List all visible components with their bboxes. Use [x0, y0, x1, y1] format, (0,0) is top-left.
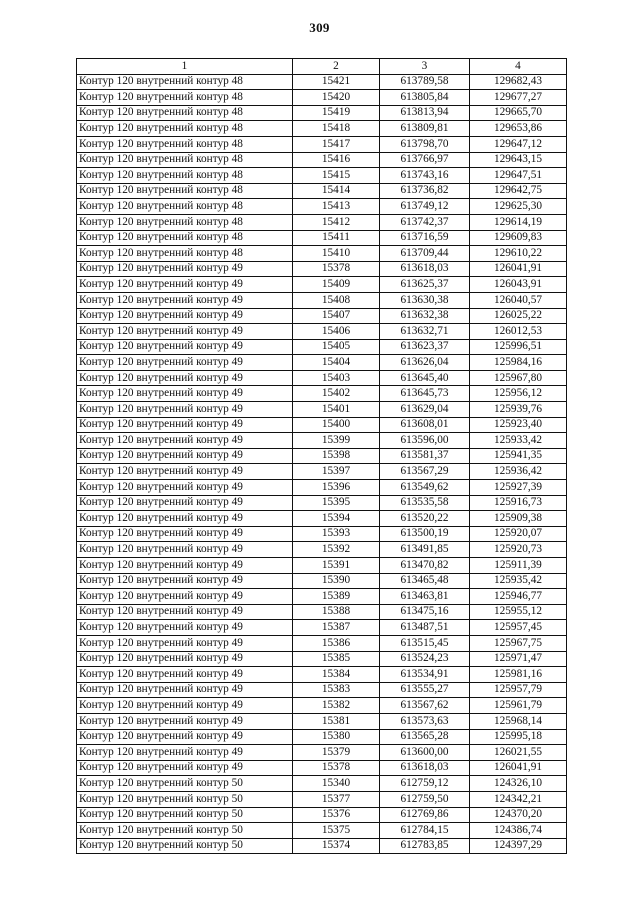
x-coordinate-cell: 613581,37	[380, 448, 470, 464]
contour-name-cell: Контур 120 внутренний контур 49	[77, 745, 293, 761]
table-row	[77, 464, 567, 480]
y-coordinate-cell: 129610,22	[470, 246, 567, 262]
point-number-cell: 15402	[293, 386, 380, 402]
point-number-cell: 15403	[293, 370, 380, 386]
y-coordinate-cell: 125961,79	[470, 698, 567, 714]
y-coordinate-cell: 125920,07	[470, 526, 567, 542]
contour-name-cell: Контур 120 внутренний контур 48	[77, 183, 293, 199]
point-number-cell: 15389	[293, 589, 380, 605]
contour-name-cell: Контур 120 внутренний контур 48	[77, 152, 293, 168]
x-coordinate-cell: 613573,63	[380, 713, 470, 729]
point-number-cell: 15390	[293, 573, 380, 589]
point-number-cell: 15374	[293, 838, 380, 854]
contour-name-cell: Контур 120 внутренний контур 49	[77, 511, 293, 527]
y-coordinate-cell: 126021,55	[470, 745, 567, 761]
contour-name-cell: Контур 120 внутренний контур 48	[77, 230, 293, 246]
point-number-cell: 15380	[293, 729, 380, 745]
point-number-cell: 15398	[293, 448, 380, 464]
x-coordinate-cell: 613500,19	[380, 526, 470, 542]
x-coordinate-cell: 613524,23	[380, 651, 470, 667]
y-coordinate-cell: 124326,10	[470, 776, 567, 792]
point-number-cell: 15394	[293, 511, 380, 527]
contour-name-cell: Контур 120 внутренний контур 49	[77, 682, 293, 698]
x-coordinate-cell: 613632,38	[380, 308, 470, 324]
point-number-cell: 15384	[293, 667, 380, 683]
table-row	[77, 651, 567, 667]
x-coordinate-cell: 613618,03	[380, 760, 470, 776]
contour-name-cell: Контур 120 внутренний контур 49	[77, 620, 293, 636]
point-number-cell: 15419	[293, 105, 380, 121]
table-row	[77, 838, 567, 854]
y-coordinate-cell: 124397,29	[470, 838, 567, 854]
contour-name-cell: Контур 120 внутренний контур 49	[77, 339, 293, 355]
point-number-cell: 15379	[293, 745, 380, 761]
table-row	[77, 261, 567, 277]
table-row	[77, 121, 567, 137]
point-number-cell: 15418	[293, 121, 380, 137]
contour-name-cell: Контур 120 внутренний контур 49	[77, 433, 293, 449]
contour-name-cell: Контур 120 внутренний контур 49	[77, 542, 293, 558]
x-coordinate-cell: 613743,16	[380, 168, 470, 184]
column-header-2: 2	[293, 59, 380, 75]
table-row	[77, 776, 567, 792]
x-coordinate-cell: 613600,00	[380, 745, 470, 761]
x-coordinate-cell: 612769,86	[380, 807, 470, 823]
y-coordinate-cell: 125955,12	[470, 604, 567, 620]
x-coordinate-cell: 612759,12	[380, 776, 470, 792]
y-coordinate-cell: 125981,16	[470, 667, 567, 683]
x-coordinate-cell: 613645,40	[380, 370, 470, 386]
point-number-cell: 15392	[293, 542, 380, 558]
x-coordinate-cell: 613809,81	[380, 121, 470, 137]
x-coordinate-cell: 613736,82	[380, 183, 470, 199]
table-row	[77, 214, 567, 230]
y-coordinate-cell: 125957,45	[470, 620, 567, 636]
x-coordinate-cell: 613555,27	[380, 682, 470, 698]
point-number-cell: 15406	[293, 324, 380, 340]
y-coordinate-cell: 129665,70	[470, 105, 567, 121]
y-coordinate-cell: 125971,47	[470, 651, 567, 667]
x-coordinate-cell: 613716,59	[380, 230, 470, 246]
table-row	[77, 433, 567, 449]
point-number-cell: 15396	[293, 480, 380, 496]
point-number-cell: 15381	[293, 713, 380, 729]
x-coordinate-cell: 613567,62	[380, 698, 470, 714]
point-number-cell: 15340	[293, 776, 380, 792]
point-number-cell: 15421	[293, 74, 380, 90]
y-coordinate-cell: 129625,30	[470, 199, 567, 215]
y-coordinate-cell: 125967,75	[470, 635, 567, 651]
contour-name-cell: Контур 120 внутренний контур 49	[77, 651, 293, 667]
table-row	[77, 199, 567, 215]
x-coordinate-cell: 613709,44	[380, 246, 470, 262]
table-row	[77, 339, 567, 355]
table-row	[77, 698, 567, 714]
y-coordinate-cell: 126012,53	[470, 324, 567, 340]
table-row	[77, 682, 567, 698]
x-coordinate-cell: 613632,71	[380, 324, 470, 340]
x-coordinate-cell: 613515,45	[380, 635, 470, 651]
y-coordinate-cell: 129642,75	[470, 183, 567, 199]
table-row	[77, 713, 567, 729]
contour-name-cell: Контур 120 внутренний контур 48	[77, 168, 293, 184]
table-row	[77, 604, 567, 620]
y-coordinate-cell: 125927,39	[470, 480, 567, 496]
y-coordinate-cell: 126043,91	[470, 277, 567, 293]
y-coordinate-cell: 126025,22	[470, 308, 567, 324]
y-coordinate-cell: 129643,15	[470, 152, 567, 168]
table-row	[77, 402, 567, 418]
x-coordinate-cell: 613465,48	[380, 573, 470, 589]
table-row	[77, 90, 567, 106]
x-coordinate-cell: 613749,12	[380, 199, 470, 215]
y-coordinate-cell: 125923,40	[470, 417, 567, 433]
x-coordinate-cell: 613766,97	[380, 152, 470, 168]
y-coordinate-cell: 125995,18	[470, 729, 567, 745]
contour-name-cell: Контур 120 внутренний контур 49	[77, 464, 293, 480]
x-coordinate-cell: 613475,16	[380, 604, 470, 620]
x-coordinate-cell: 613625,37	[380, 277, 470, 293]
point-number-cell: 15411	[293, 230, 380, 246]
point-number-cell: 15378	[293, 261, 380, 277]
table-row	[77, 105, 567, 121]
point-number-cell: 15399	[293, 433, 380, 449]
table-row	[77, 183, 567, 199]
contour-name-cell: Контур 120 внутренний контур 48	[77, 246, 293, 262]
point-number-cell: 15405	[293, 339, 380, 355]
table-row	[77, 542, 567, 558]
contour-name-cell: Контур 120 внутренний контур 49	[77, 729, 293, 745]
y-coordinate-cell: 124370,20	[470, 807, 567, 823]
point-number-cell: 15409	[293, 277, 380, 293]
contour-name-cell: Контур 120 внутренний контур 49	[77, 713, 293, 729]
point-number-cell: 15376	[293, 807, 380, 823]
table-row	[77, 136, 567, 152]
y-coordinate-cell: 125936,42	[470, 464, 567, 480]
table-row	[77, 246, 567, 262]
contour-name-cell: Контур 120 внутренний контур 48	[77, 90, 293, 106]
x-coordinate-cell: 613463,81	[380, 589, 470, 605]
column-header-3: 3	[380, 59, 470, 75]
contour-name-cell: Контур 120 внутренний контур 50	[77, 791, 293, 807]
y-coordinate-cell: 129609,83	[470, 230, 567, 246]
x-coordinate-cell: 613534,91	[380, 667, 470, 683]
point-number-cell: 15385	[293, 651, 380, 667]
y-coordinate-cell: 125956,12	[470, 386, 567, 402]
y-coordinate-cell: 125920,73	[470, 542, 567, 558]
table-row	[77, 558, 567, 574]
x-coordinate-cell: 613629,04	[380, 402, 470, 418]
y-coordinate-cell: 125935,42	[470, 573, 567, 589]
contour-name-cell: Контур 120 внутренний контур 49	[77, 604, 293, 620]
y-coordinate-cell: 125996,51	[470, 339, 567, 355]
table-row	[77, 791, 567, 807]
table-row	[77, 823, 567, 839]
table-row	[77, 511, 567, 527]
x-coordinate-cell: 613567,29	[380, 464, 470, 480]
y-coordinate-cell: 125916,73	[470, 495, 567, 511]
y-coordinate-cell: 125941,35	[470, 448, 567, 464]
table-row	[77, 324, 567, 340]
x-coordinate-cell: 613520,22	[380, 511, 470, 527]
table-row	[77, 308, 567, 324]
contour-name-cell: Контур 120 внутренний контур 48	[77, 74, 293, 90]
y-coordinate-cell: 125968,14	[470, 713, 567, 729]
page-number: 309	[309, 20, 330, 35]
x-coordinate-cell: 613596,00	[380, 433, 470, 449]
contour-name-cell: Контур 120 внутренний контур 49	[77, 698, 293, 714]
table-row	[77, 417, 567, 433]
contour-name-cell: Контур 120 внутренний контур 50	[77, 823, 293, 839]
table-body	[77, 74, 567, 854]
contour-name-cell: Контур 120 внутренний контур 49	[77, 402, 293, 418]
x-coordinate-cell: 613565,28	[380, 729, 470, 745]
contour-name-cell: Контур 120 внутренний контур 49	[77, 573, 293, 589]
y-coordinate-cell: 126041,91	[470, 261, 567, 277]
contour-name-cell: Контур 120 внутренний контур 50	[77, 807, 293, 823]
point-number-cell: 15401	[293, 402, 380, 418]
x-coordinate-cell: 613618,03	[380, 261, 470, 277]
point-number-cell: 15393	[293, 526, 380, 542]
x-coordinate-cell: 613608,01	[380, 417, 470, 433]
point-number-cell: 15407	[293, 308, 380, 324]
point-number-cell: 15415	[293, 168, 380, 184]
point-number-cell: 15420	[293, 90, 380, 106]
contour-name-cell: Контур 120 внутренний контур 49	[77, 589, 293, 605]
point-number-cell: 15413	[293, 199, 380, 215]
contour-name-cell: Контур 120 внутренний контур 49	[77, 386, 293, 402]
point-number-cell: 15408	[293, 292, 380, 308]
x-coordinate-cell: 613491,85	[380, 542, 470, 558]
x-coordinate-cell: 613805,84	[380, 90, 470, 106]
y-coordinate-cell: 125933,42	[470, 433, 567, 449]
table-row	[77, 480, 567, 496]
y-coordinate-cell: 126041,91	[470, 760, 567, 776]
point-number-cell: 15395	[293, 495, 380, 511]
table-row	[77, 370, 567, 386]
x-coordinate-cell: 613630,38	[380, 292, 470, 308]
y-coordinate-cell: 125911,39	[470, 558, 567, 574]
table-row	[77, 589, 567, 605]
contour-name-cell: Контур 120 внутренний контур 49	[77, 308, 293, 324]
contour-name-cell: Контур 120 внутренний контур 49	[77, 261, 293, 277]
table-row	[77, 745, 567, 761]
y-coordinate-cell: 125984,16	[470, 355, 567, 371]
point-number-cell: 15400	[293, 417, 380, 433]
contour-name-cell: Контур 120 внутренний контур 49	[77, 355, 293, 371]
point-number-cell: 15386	[293, 635, 380, 651]
y-coordinate-cell: 125939,76	[470, 402, 567, 418]
contour-name-cell: Контур 120 внутренний контур 49	[77, 526, 293, 542]
point-number-cell: 15377	[293, 791, 380, 807]
column-header-4: 4	[470, 59, 567, 75]
table-row	[77, 230, 567, 246]
y-coordinate-cell: 129647,51	[470, 168, 567, 184]
point-number-cell: 15378	[293, 760, 380, 776]
y-coordinate-cell: 125909,38	[470, 511, 567, 527]
y-coordinate-cell: 129677,27	[470, 90, 567, 106]
contour-name-cell: Контур 120 внутренний контур 48	[77, 199, 293, 215]
x-coordinate-cell: 613645,73	[380, 386, 470, 402]
y-coordinate-cell: 124386,74	[470, 823, 567, 839]
table-row	[77, 620, 567, 636]
point-number-cell: 15382	[293, 698, 380, 714]
table-row	[77, 168, 567, 184]
y-coordinate-cell: 125946,77	[470, 589, 567, 605]
x-coordinate-cell: 613798,70	[380, 136, 470, 152]
table-row	[77, 292, 567, 308]
y-coordinate-cell: 129614,19	[470, 214, 567, 230]
x-coordinate-cell: 613549,62	[380, 480, 470, 496]
x-coordinate-cell: 612759,50	[380, 791, 470, 807]
y-coordinate-cell: 126040,57	[470, 292, 567, 308]
point-number-cell: 15417	[293, 136, 380, 152]
point-number-cell: 15416	[293, 152, 380, 168]
point-number-cell: 15404	[293, 355, 380, 371]
table-row	[77, 573, 567, 589]
contour-name-cell: Контур 120 внутренний контур 49	[77, 292, 293, 308]
contour-name-cell: Контур 120 внутренний контур 49	[77, 760, 293, 776]
x-coordinate-cell: 613487,51	[380, 620, 470, 636]
contour-name-cell: Контур 120 внутренний контур 50	[77, 838, 293, 854]
point-number-cell: 15388	[293, 604, 380, 620]
x-coordinate-cell: 613623,37	[380, 339, 470, 355]
table-row	[77, 152, 567, 168]
table-row	[77, 635, 567, 651]
y-coordinate-cell: 129653,86	[470, 121, 567, 137]
x-coordinate-cell: 613742,37	[380, 214, 470, 230]
contour-name-cell: Контур 120 внутренний контур 49	[77, 667, 293, 683]
y-coordinate-cell: 125967,80	[470, 370, 567, 386]
x-coordinate-cell: 613535,58	[380, 495, 470, 511]
contour-name-cell: Контур 120 внутренний контур 48	[77, 121, 293, 137]
contour-name-cell: Контур 120 внутренний контур 49	[77, 480, 293, 496]
point-number-cell: 15414	[293, 183, 380, 199]
table-row	[77, 277, 567, 293]
x-coordinate-cell: 613626,04	[380, 355, 470, 371]
table-row	[77, 729, 567, 745]
contour-name-cell: Контур 120 внутренний контур 48	[77, 136, 293, 152]
x-coordinate-cell: 613789,58	[380, 74, 470, 90]
table-row	[77, 386, 567, 402]
x-coordinate-cell: 612784,15	[380, 823, 470, 839]
contour-name-cell: Контур 120 внутренний контур 50	[77, 776, 293, 792]
contour-name-cell: Контур 120 внутренний контур 48	[77, 214, 293, 230]
column-header-1: 1	[77, 59, 293, 75]
table-row	[77, 667, 567, 683]
point-number-cell: 15383	[293, 682, 380, 698]
table-row	[77, 807, 567, 823]
contour-name-cell: Контур 120 внутренний контур 49	[77, 635, 293, 651]
contour-name-cell: Контур 120 внутренний контур 49	[77, 324, 293, 340]
contour-name-cell: Контур 120 внутренний контур 49	[77, 558, 293, 574]
table-row	[77, 760, 567, 776]
contour-name-cell: Контур 120 внутренний контур 49	[77, 448, 293, 464]
table-row	[77, 355, 567, 371]
y-coordinate-cell: 129647,12	[470, 136, 567, 152]
table-row	[77, 448, 567, 464]
contour-name-cell: Контур 120 внутренний контур 49	[77, 370, 293, 386]
point-number-cell: 15412	[293, 214, 380, 230]
x-coordinate-cell: 612783,85	[380, 838, 470, 854]
contour-name-cell: Контур 120 внутренний контур 49	[77, 495, 293, 511]
table-header-row	[77, 59, 567, 75]
table-row	[77, 495, 567, 511]
point-number-cell: 15391	[293, 558, 380, 574]
y-coordinate-cell: 129682,43	[470, 74, 567, 90]
point-number-cell: 15397	[293, 464, 380, 480]
contour-name-cell: Контур 120 внутренний контур 49	[77, 277, 293, 293]
coordinates-table	[76, 58, 567, 854]
point-number-cell: 15387	[293, 620, 380, 636]
y-coordinate-cell: 124342,21	[470, 791, 567, 807]
point-number-cell: 15375	[293, 823, 380, 839]
contour-name-cell: Контур 120 внутренний контур 48	[77, 105, 293, 121]
point-number-cell: 15410	[293, 246, 380, 262]
x-coordinate-cell: 613813,94	[380, 105, 470, 121]
table-row	[77, 74, 567, 90]
x-coordinate-cell: 613470,82	[380, 558, 470, 574]
contour-name-cell: Контур 120 внутренний контур 49	[77, 417, 293, 433]
y-coordinate-cell: 125957,79	[470, 682, 567, 698]
table-row	[77, 526, 567, 542]
